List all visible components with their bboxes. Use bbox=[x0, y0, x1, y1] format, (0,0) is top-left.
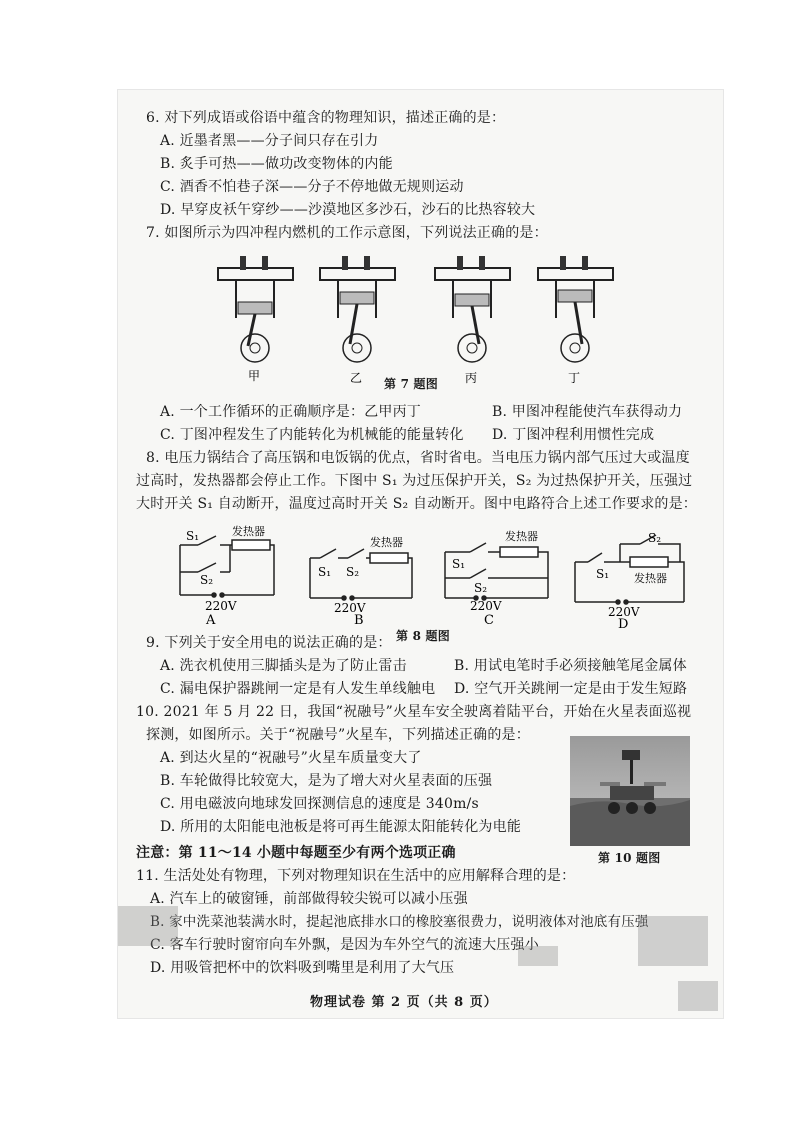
q9-option-d: D. 空气开关跳闸一定是由于发生短路 bbox=[454, 681, 688, 697]
circuit-d bbox=[575, 535, 684, 604]
q8-line-2: 过高时，发热器都会停止工作。下图中 S₁ 为过压保护开关，S₂ 为过热保护开关，压强过 bbox=[136, 473, 693, 489]
circuit-a bbox=[180, 536, 274, 597]
q7-option-d: D. 丁图冲程利用惯性完成 bbox=[492, 427, 655, 443]
q10-figure-caption: 第 10 题图 bbox=[598, 851, 661, 865]
circuit-figure bbox=[170, 520, 710, 630]
svg-text:丙: 丙 bbox=[465, 371, 478, 385]
q6-option-c: C. 酒香不怕巷子深——分子不停地做无规则运动 bbox=[160, 179, 464, 195]
q11-option-a: A. 汽车上的破窗锤，前部做得较尖锐可以减小压强 bbox=[150, 891, 468, 907]
q11-stem: 11. 生活处处有物理，下列对物理知识在生活中的应用解释合理的是： bbox=[136, 868, 576, 884]
engine-ding bbox=[538, 256, 613, 385]
circuit-c-voltage: 220V bbox=[470, 599, 502, 613]
circuit-b-heater: 发热器 bbox=[370, 536, 403, 549]
q10-line-1: 10. 2021 年 5 月 22 日，我国“祝融号”火星车安全驶离着陆平台，开始在火星表面巡视 bbox=[136, 704, 692, 720]
circuit-b-s1: S₁ bbox=[318, 565, 332, 579]
q7-option-b: B. 甲图冲程能使汽车获得动力 bbox=[492, 404, 683, 420]
q8-line-1: 8. 电压力锅结合了高压锅和电饭锅的优点，省时省电。当电压力锅内部气压过大或温度 bbox=[146, 450, 690, 466]
circuit-d-s1: S₁ bbox=[596, 567, 610, 581]
q6-stem: 6. 对下列成语或俗语中蕴含的物理知识，描述正确的是： bbox=[146, 110, 506, 126]
circuit-a-heater: 发热器 bbox=[232, 525, 265, 538]
circuit-c-letter: C bbox=[484, 613, 494, 628]
q7-option-c: C. 丁图冲程发生了内能转化为机械能的能量转化 bbox=[160, 427, 464, 443]
circuit-c bbox=[445, 543, 548, 600]
circuit-d-heater: 发热器 bbox=[634, 572, 667, 585]
page-footer: 物理试卷 第 2 页（共 8 页） bbox=[310, 995, 498, 1010]
circuit-d-s2: S₂ bbox=[648, 531, 662, 545]
circuit-b-voltage: 220V bbox=[334, 601, 366, 615]
circuit-a-letter: A bbox=[206, 613, 216, 628]
q7-option-a: A. 一个工作循环的正确顺序是：乙甲丙丁 bbox=[160, 404, 422, 420]
svg-text:乙: 乙 bbox=[350, 371, 363, 385]
q8-line-3: 大时开关 S₁ 自动断开，温度过高时开关 S₂ 自动断开。图中电路符合上述工作要求的是： bbox=[136, 496, 698, 512]
svg-text:甲: 甲 bbox=[248, 369, 261, 383]
q10-option-b: B. 车轮做得比较宽大，是为了增大对火星表面的压强 bbox=[160, 773, 493, 789]
q11-option-d: D. 用吸管把杯中的饮料吸到嘴里是利用了大气压 bbox=[150, 960, 455, 976]
q10-option-c: C. 用电磁波向地球发回探测信息的速度是 340m/s bbox=[160, 796, 479, 812]
circuit-c-s1: S₁ bbox=[452, 557, 466, 571]
engine-yi bbox=[320, 256, 395, 385]
q6-option-a: A. 近墨者黑——分子间只存在引力 bbox=[160, 133, 379, 149]
q10-option-a: A. 到达火星的“祝融号”火星车质量变大了 bbox=[160, 750, 422, 766]
q10-option-d: D. 所用的太阳能电池板是将可再生能源太阳能转化为电能 bbox=[160, 819, 522, 835]
svg-text:丁: 丁 bbox=[568, 371, 581, 385]
q7-stem: 7. 如图所示为四冲程内燃机的工作示意图，下列说法正确的是： bbox=[146, 225, 548, 241]
q9-option-a: A. 洗衣机使用三脚插头是为了防止雷击 bbox=[160, 658, 407, 674]
q10-line-2: 探测，如图所示。关于“祝融号”火星车，下列描述正确的是： bbox=[146, 727, 530, 743]
q11-option-b: B. 家中洗菜池装满水时，提起池底排水口的橡胶塞很费力，说明液体对池底有压强 bbox=[150, 914, 649, 930]
q11-option-c: C. 客车行驶时窗帘向车外飘，是因为车外空气的流速大压强小 bbox=[150, 937, 539, 953]
q8-figure-caption: 第 8 题图 bbox=[396, 629, 450, 643]
circuit-b-letter: B bbox=[354, 613, 364, 628]
circuit-a-s1: S₁ bbox=[186, 529, 200, 543]
engine-jia bbox=[218, 256, 293, 383]
circuit-a-s2: S₂ bbox=[200, 573, 214, 587]
circuit-b-s2: S₂ bbox=[346, 565, 360, 579]
multi-answer-note: 注意：第 11～14 小题中每题至少有两个选项正确 bbox=[136, 845, 456, 861]
circuit-c-s2: S₂ bbox=[474, 581, 488, 595]
engine-bing bbox=[435, 256, 510, 385]
q7-figure-caption: 第 7 题图 bbox=[384, 377, 438, 391]
circuit-d-letter: D bbox=[618, 617, 629, 630]
circuit-c-heater: 发热器 bbox=[505, 530, 538, 543]
q9-stem: 9. 下列关于安全用电的说法正确的是： bbox=[146, 635, 392, 651]
circuit-d-voltage: 220V bbox=[608, 605, 640, 619]
mars-rover-photo bbox=[570, 736, 690, 846]
q9-option-c: C. 漏电保护器跳闸一定是有人发生单线触电 bbox=[160, 681, 436, 697]
q6-option-d: D. 早穿皮袄午穿纱——沙漠地区多沙石，沙石的比热容较大 bbox=[160, 202, 536, 218]
q6-option-b: B. 炙手可热——做功改变物体的内能 bbox=[160, 156, 393, 172]
circuit-a-voltage: 220V bbox=[205, 599, 237, 613]
q9-option-b: B. 用试电笔时手必须接触笔尾金属体 bbox=[454, 658, 687, 674]
